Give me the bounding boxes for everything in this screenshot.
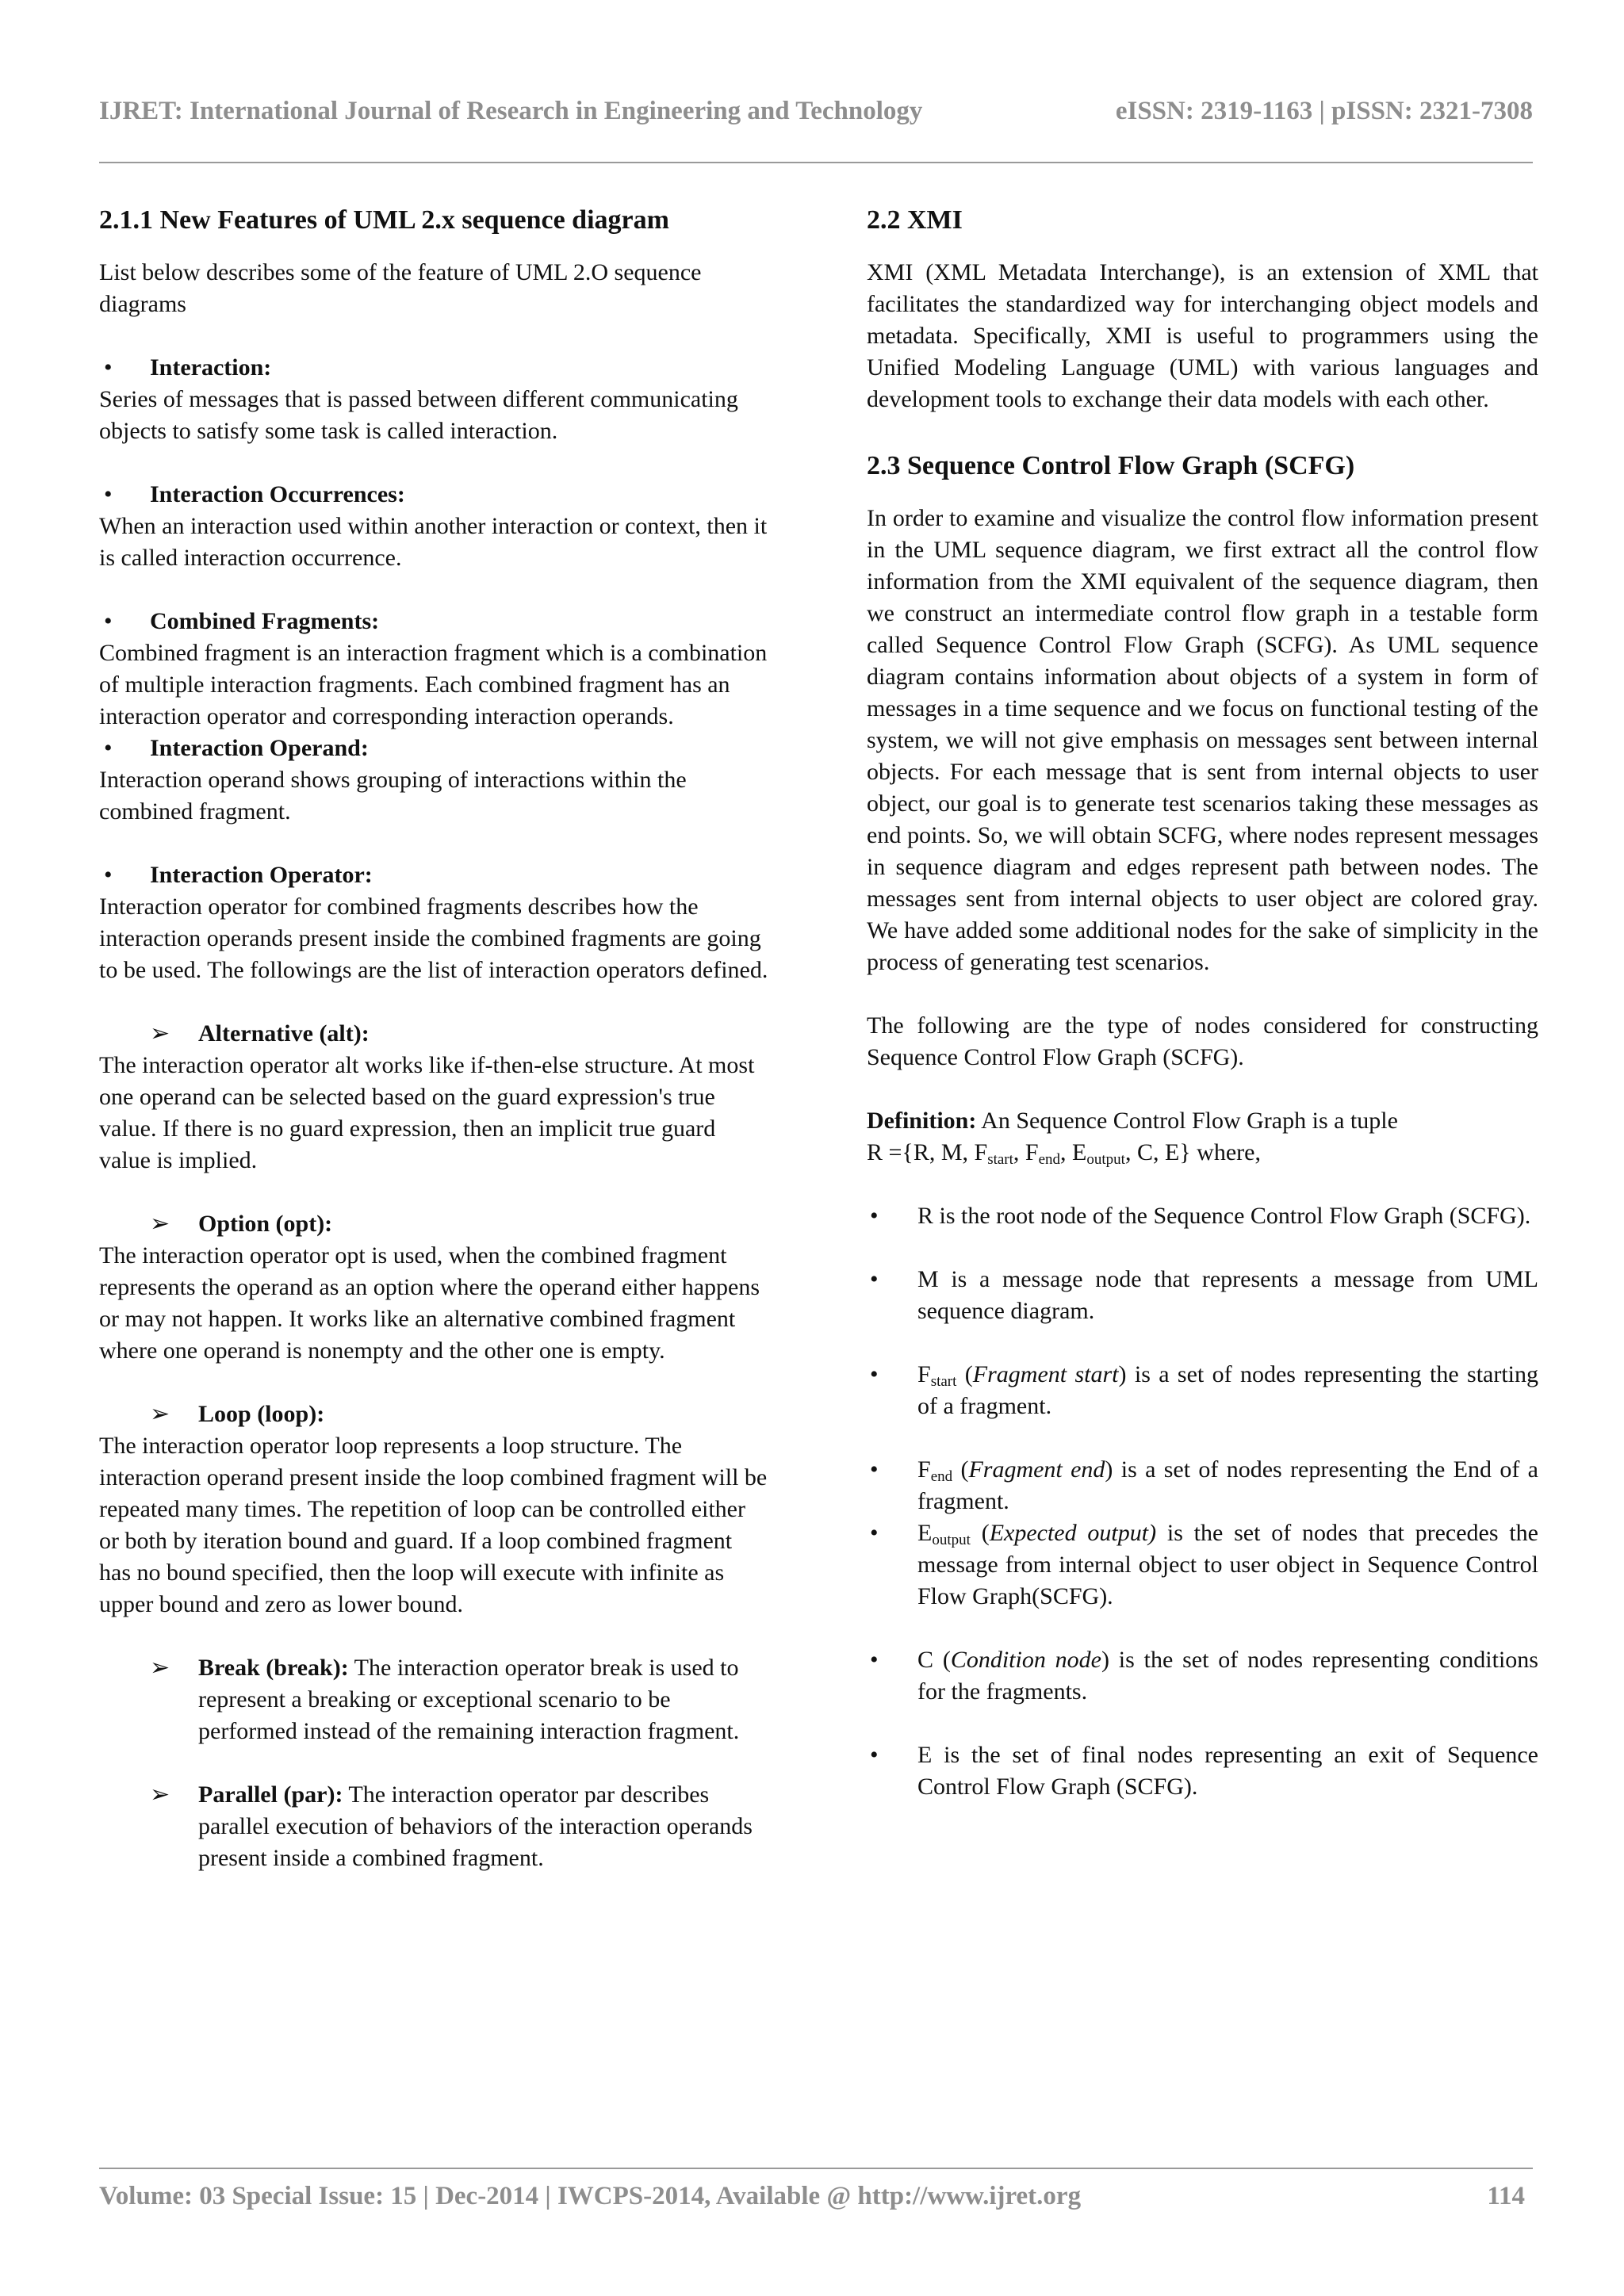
operator-title: Option (opt): [198, 1211, 333, 1237]
scfg-heading: 2.3 Sequence Control Flow Graph (SCFG) [867, 451, 1355, 480]
bullet-icon: • [870, 1647, 879, 1673]
feature-title: Combined Fragments: [150, 608, 380, 634]
arrow-bullet-icon: ➢ [150, 1211, 170, 1237]
node-sub: start [930, 1373, 957, 1390]
feature-title: Interaction: [150, 354, 272, 381]
bullet-icon: • [104, 481, 113, 507]
operator-item [99, 1779, 769, 1874]
feature-item [99, 733, 769, 764]
arrow-bullet-icon: ➢ [150, 1401, 170, 1427]
running-footer [99, 2182, 1533, 2221]
bullet-icon: • [104, 862, 113, 888]
operator-title: Parallel (par): [198, 1781, 343, 1808]
node-symbol: C ( [917, 1647, 951, 1673]
bullet-icon: • [104, 608, 113, 634]
node-text: ) is a set of nodes representing the End of a fragment. [917, 1456, 1538, 1514]
node-text: E is the set of final nodes representing an exit of Sequence Control Flow Graph (SCFG). [917, 1742, 1538, 1800]
journal-title: IJRET: International Journal of Research in Engineering and Technology [99, 97, 923, 125]
bullet-icon: • [870, 1361, 879, 1387]
feature-text: Series of messages that is passed between different communicating objects to satisfy some task is called interaction. [99, 386, 738, 444]
operator-text: The interaction operator loop represents a loop structure. The interaction operand present inside the loop combined fragment will be repeated many times. The repetition of loop can be controlled either or both by iteration bound and guard. If a loop combined fragment has no bound specified, then the loop will execute with infinite as upper bound and zero as lower bound. [99, 1433, 768, 1617]
node-symbol: F [917, 1361, 931, 1387]
footer-rule [99, 2168, 1533, 2169]
feature-item [99, 859, 769, 891]
tuple-part: R ={R, M, F [867, 1139, 988, 1165]
right-column [867, 201, 1538, 1803]
node-item: • $F_{start}$ (Fragment start) is a set of nodes representing the starting of a fragment. [867, 1359, 1538, 1422]
bullet-icon: • [870, 1742, 879, 1768]
bullet-icon: • [104, 354, 113, 381]
section-heading: 2.1.1 New Features of UML 2.x sequence diagram [99, 205, 669, 235]
left-column [99, 201, 769, 1874]
operator-title: Break (break): [198, 1655, 349, 1681]
xmi-paragraph: XMI (XML Metadata Interchange), is an extension of XML that facilitates the standardized way for interchanging object models and metadata. Specifically, XMI is useful to programmers using the Unified Modeling Language (UML) with various languages and development tools to exchange their data models with each other. [867, 259, 1538, 412]
page-number: 114 [1487, 2182, 1525, 2210]
node-italic: Condition node [950, 1647, 1101, 1673]
node-types-paragraph: The following are the type of nodes considered for constructing Sequence Control Flow Graph (SCFG). [867, 1012, 1538, 1070]
running-header [99, 97, 1533, 136]
node-text: M is a message node that represents a message from UML sequence diagram. [917, 1266, 1538, 1324]
definition-label: Definition: [867, 1108, 977, 1134]
bullet-icon: • [870, 1520, 879, 1546]
node-text: R is the root node of the Sequence Control Flow Graph (SCFG). [917, 1203, 1531, 1229]
feature-item [99, 479, 769, 511]
operator-item [99, 1652, 769, 1747]
feature-text: Combined fragment is an interaction fragment which is a combination of multiple interaction fragments. Each combined fragment has an interaction operator and corresponding interaction operands. [99, 640, 768, 729]
node-item: • $F_{end}$ (Fragment end) is a set of nodes representing the End of a fragment. [867, 1454, 1538, 1517]
feature-title: Interaction Operand: [150, 735, 369, 761]
node-italic: Expected output) [989, 1520, 1157, 1546]
tuple-sub: end [1038, 1151, 1061, 1168]
scfg-paragraph: In order to examine and visualize the control flow information present in the UML sequence diagram, we first extract all the control flow information from the XMI equivalent of the sequence diagram, then we construct an intermediate control flow graph in a testable form called Sequence Control Flow Graph (SCFG). As UML sequence diagram contains information about objects of a system in form of messages in a time sequence and we focus on functional testing of the system, we will not give emphasis on messages sent between internal objects. For each message that is sent from internal objects to user object, our goal is to generate test scenarios taking these messages as end points. So, we will obtain SCFG, where nodes represent messages in sequence diagram and edges represent path between nodes. The messages sent from internal objects to user object are colored gray. We have added some additional nodes for the sake of simplicity in the process of generating test scenarios. [867, 505, 1538, 975]
volume-info: Volume: 03 Special Issue: 15 | Dec-2014 | IWCPS-2014, Available @ http://www.ijret.org [99, 2182, 1082, 2210]
xmi-heading: 2.2 XMI [867, 205, 963, 235]
arrow-bullet-icon: ➢ [150, 1781, 170, 1808]
feature-title: Interaction Occurrences: [150, 481, 405, 507]
operator-text: The interaction operator par describes parallel execution of behaviors of the interaction operands present inside a combined fragment. [198, 1781, 753, 1871]
feature-text: Interaction operand shows grouping of interactions within the combined fragment. [99, 767, 687, 825]
header-rule [99, 162, 1533, 163]
operator-item [99, 1208, 769, 1240]
node-symbol: F [917, 1456, 931, 1483]
tuple-sub: start [987, 1151, 1013, 1168]
operator-title: Alternative (alt): [198, 1020, 370, 1047]
bullet-icon: • [870, 1203, 879, 1229]
tuple-part: , E [1060, 1139, 1087, 1165]
node-symbol: E [917, 1520, 933, 1546]
node-text: is the set of nodes that precedes the message from internal object to user object in Sequence Control Flow Graph(SCFG). [917, 1520, 1538, 1609]
feature-text: Interaction operator for combined fragments describes how the interaction operands present inside the combined fragments are going to be used. The followings are the list of interaction operators defined. [99, 894, 768, 983]
node-item [867, 1264, 1538, 1327]
node-item: • $E_{output}$ (Expected output) is the set of nodes that precedes the message from internal object to user object in Sequence Control Flow Graph(SCFG). [867, 1517, 1538, 1613]
bullet-icon: • [104, 735, 113, 761]
operator-item [99, 1018, 769, 1050]
issn: eISSN: 2319-1163 | pISSN: 2321-7308 [1115, 97, 1533, 125]
operator-text: The interaction operator alt works like if-then-else structure. At most one operand can be selected based on the guard expression's true value. If there is no guard expression, then an implicit true guard value is implied. [99, 1052, 755, 1173]
feature-item [99, 352, 769, 384]
feature-text: When an interaction used within another interaction or context, then it is called interaction occurrence. [99, 513, 768, 571]
tuple-sub: output [1086, 1151, 1125, 1168]
operator-item [99, 1399, 769, 1430]
node-italic: Fragment start [972, 1361, 1119, 1387]
node-text: ) is a set of nodes representing the starting of a fragment. [917, 1361, 1539, 1419]
bullet-icon: • [870, 1456, 879, 1483]
feature-item [99, 606, 769, 637]
operator-text: The interaction operator opt is used, when the combined fragment represents the operand as an option where the operand either happens or may not happen. It works like an alternative combined fragment where one operand is nonempty and the other one is empty. [99, 1242, 760, 1364]
tuple-part: , C, E} where, [1124, 1139, 1261, 1165]
operator-text: The interaction operator break is used to represent a breaking or exceptional scenario to be performed instead of the remaining interaction fragment. [198, 1655, 740, 1744]
definition-line [867, 1105, 1538, 1137]
node-sub: end [930, 1468, 953, 1485]
node-item [867, 1200, 1538, 1232]
operator-title: Loop (loop): [198, 1401, 325, 1427]
node-italic: Fragment end [968, 1456, 1105, 1483]
node-item [867, 1739, 1538, 1803]
node-text: ) is the set of nodes representing conditions for the fragments. [917, 1647, 1538, 1705]
bullet-icon: • [870, 1266, 879, 1292]
tuple-part: , F [1013, 1139, 1039, 1165]
feature-title: Interaction Operator: [150, 862, 373, 888]
arrow-bullet-icon: ➢ [150, 1655, 170, 1681]
arrow-bullet-icon: ➢ [150, 1020, 170, 1047]
node-sub: output [932, 1532, 971, 1548]
intro-paragraph: List below describes some of the feature of UML 2.O sequence diagrams [99, 259, 702, 317]
definition-text: An Sequence Control Flow Graph is a tuple [976, 1108, 1398, 1134]
tuple-line [867, 1137, 1538, 1169]
node-item [867, 1644, 1538, 1708]
